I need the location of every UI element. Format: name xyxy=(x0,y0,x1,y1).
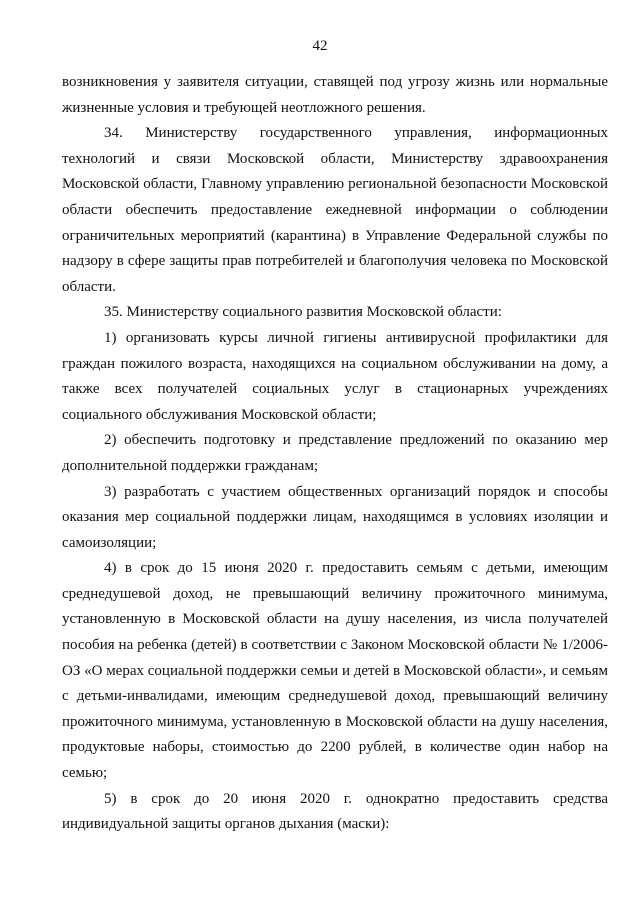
subparagraph-3: 3) разработать с участием общественных организаций порядок и способы оказания мер социальной поддержки лицам, находящимся в условиях изоляции и самоизоляции; xyxy=(62,483,608,551)
page-number: 42 xyxy=(312,38,328,54)
subparagraph-4: 4) в срок до 15 июня 2020 г. предоставить семьям с детьми, имеющим среднедушевой доход, не превышающий величину прожиточного минимума, установленную в Московской области на душу населения, из числа получателей пособия на ребенка (детей) в соответствии с Законом Московской области № 1/2006-ОЗ «О мерах социальной поддержки семьи и детей в Московской области», и семьям с детьми-инвалидами, имеющим среднедушевой доход, превышающий величину прожиточного минимума, установленную в Московской области на душу населения, продуктовые наборы, стоимостью до 2200 рублей, в количестве один набор на семью; xyxy=(62,560,608,782)
paragraph-item-34: 34. Министерству государственного управления, информационных технологий и связи Московской области, Министерству здравоохранения Московской области, Главному управлению региональной безопасности Московской области обеспечить предоставление ежедневной информации о соблюдении ограничительных мероприятий (карантина) в Управление Федеральной службы по надзору в сфере защиты прав потребителей и благополучия человека по Московской области. xyxy=(62,125,608,295)
document-body xyxy=(62,70,608,838)
subparagraph-2: 2) обеспечить подготовку и представление предложений по оказанию мер дополнительной поддержки гражданам; xyxy=(62,432,608,474)
paragraph-item-35: 35. Министерству социального развития Московской области: xyxy=(104,304,502,321)
subparagraph-1: 1) организовать курсы личной гигиены антивирусной профилактики для граждан пожилого возраста, находящихся на социальном обслуживании на дому, а также всех получателей социальных услуг в стационарных учреждениях социального обслуживания Московской области; xyxy=(62,329,608,423)
paragraph-continuation: возникновения у заявителя ситуации, ставящей под угрозу жизнь или нормальные жизненные условия и требующей неотложного решения. xyxy=(62,74,608,116)
subparagraph-5: 5) в срок до 20 июня 2020 г. однократно предоставить средства индивидуальной защиты органов дыхания (маски): xyxy=(62,790,608,833)
